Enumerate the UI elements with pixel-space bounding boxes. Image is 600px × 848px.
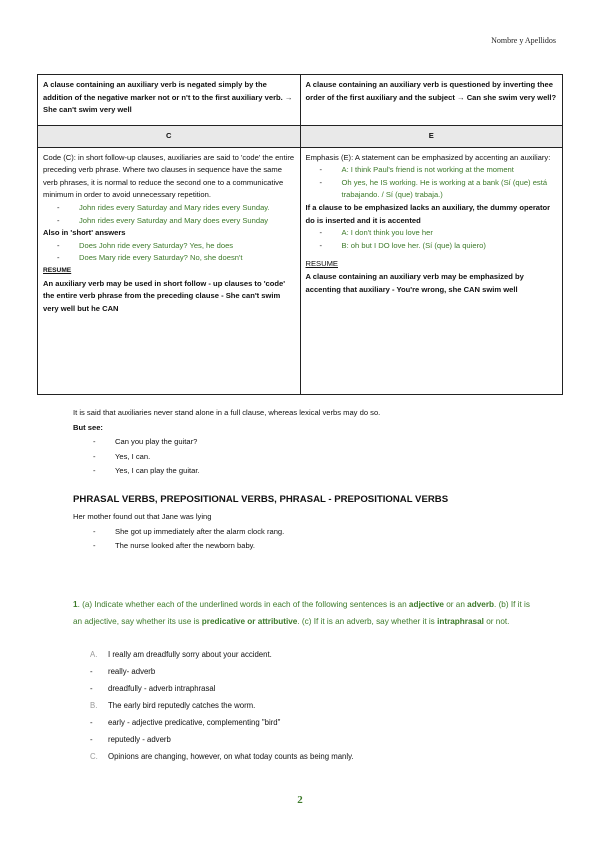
item-text: reputedly - adverb	[108, 735, 171, 744]
exercise-text: or an	[443, 600, 468, 609]
emphasis-heading: E	[300, 126, 563, 148]
exercise-number: 1	[73, 600, 78, 609]
item-text: dreadfully - adverb intraphrasal	[108, 684, 216, 693]
list-item	[90, 714, 530, 731]
list-item	[90, 680, 530, 697]
list-item: - B: oh but I DO love her. (Sí (que) la quiero)	[320, 240, 558, 253]
code-resume-text: An auxiliary verb may be used in short follow - up clauses to 'code' the entire verb phrase from the preceding clause - She can't swim very well but he CAN	[43, 278, 286, 313]
auxiliaries-statement: It is said that auxiliaries never stand alone in a full clause, whereas lexical verbs may do so.	[73, 408, 381, 417]
item-text: I really am dreadfully sorry about your accident.	[108, 650, 272, 659]
dummy-operator-text: If a clause to be emphasized lacks an auxiliary, the dummy operator do is inserted and it is accented	[305, 202, 551, 225]
emphasis-resume-label: RESUME	[305, 259, 338, 269]
header-name: Nombre y Apellidos	[491, 36, 556, 45]
question-cell	[300, 75, 563, 126]
list-item: - John rides every Saturday and Mary rides every Sunday.	[57, 202, 295, 215]
code-heading: C	[38, 126, 301, 148]
negation-text: A clause containing an auxiliary verb is negated simply by the addition of the negative marker not or n't to the first auxiliary verb. → She can't swim very well	[43, 80, 293, 115]
item-text: really- adverb	[108, 667, 156, 676]
item-marker: C.	[90, 752, 98, 761]
auxiliaries-examples	[73, 435, 543, 479]
but-see-label: But see:	[73, 422, 103, 432]
code-intro: Code (C): in short follow-up clauses, auxiliaries are said to 'code' the entire preceding verb phrase. Where two clauses in sequence have the same verb phrases, it is normal to reduce the second one to a communicative minimum in order to avoid unnecessary repetition.	[43, 152, 295, 200]
item-marker: B.	[90, 701, 98, 710]
short-answers-label: Also in 'short' answers	[43, 228, 126, 238]
list-item: - The nurse looked after the newborn baby.	[93, 539, 543, 554]
code-examples	[43, 202, 295, 227]
negation-cell	[38, 75, 301, 126]
list-item: - John rides every Saturday and Mary does every Sunday	[57, 215, 295, 228]
short-answer-examples	[43, 240, 295, 265]
list-item: - Oh yes, he IS working. He is working at a bank (Sí (que) está trabajando. / Sí (que) trabaja.)	[320, 177, 558, 202]
list-item: - Yes, I can.	[93, 450, 543, 465]
auxiliaries-section	[73, 406, 543, 479]
exercise-text: or not.	[483, 617, 510, 626]
list-item: - Does Mary ride every Saturday? No, she doesn't	[57, 252, 295, 265]
list-item: - She got up immediately after the alarm clock rang.	[93, 525, 543, 540]
item-marker: -	[90, 718, 93, 727]
item-text: Opinions are changing, however, on what today counts as being manly.	[108, 752, 354, 761]
grammar-table	[37, 74, 563, 395]
exercise-items	[90, 646, 530, 765]
list-item: - A: I think Paul's friend is not working at the moment	[320, 164, 558, 177]
list-item: - Can you play the guitar?	[93, 435, 543, 450]
item-text: early - adjective predicative, complementing "bird"	[108, 718, 281, 727]
exercise-instructions	[73, 596, 538, 630]
phrasal-verbs-title: PHRASAL VERBS, PREPOSITIONAL VERBS, PHRASAL - PREPOSITIONAL VERBS	[73, 494, 449, 505]
item-text: The early bird reputedly catches the worm.	[108, 701, 256, 710]
list-item	[90, 748, 530, 765]
emphasis-cell	[300, 147, 563, 394]
term-predicative: predicative or attributive	[201, 617, 298, 626]
item-marker: -	[90, 735, 93, 744]
dummy-examples	[306, 227, 558, 252]
term-intraphrasal: intraphrasal	[437, 617, 484, 626]
item-marker: -	[90, 667, 93, 676]
item-marker: A.	[90, 650, 98, 659]
list-item: - Yes, I can play the guitar.	[93, 464, 543, 479]
emphasis-resume-text: A clause containing an auxiliary verb may be emphasized by accenting that auxiliary - You're wrong, she CAN swim well	[305, 271, 524, 294]
term-adverb: adverb	[467, 600, 495, 609]
list-item: - A: I don't think you love her	[320, 227, 558, 240]
code-cell	[38, 147, 301, 394]
term-adjective: adjective	[408, 600, 444, 609]
exercise-text: . (a) Indicate whether each of the underlined words in each of the following sentences is an	[77, 600, 409, 609]
page-number: 2	[297, 794, 303, 806]
question-text: A clause containing an auxiliary verb is questioned by inverting thee order of the first auxiliary and the subject → Can she swim very well?	[305, 80, 557, 102]
list-item	[90, 731, 530, 748]
list-item	[90, 646, 530, 663]
list-item	[90, 663, 530, 680]
phrasal-intro: Her mother found out that Jane was lying	[73, 512, 212, 521]
exercise-text: . (b) If it is an adjective, say whether its use is	[73, 600, 530, 626]
phrasal-examples	[73, 525, 543, 554]
code-resume-label: RESUME	[43, 266, 72, 274]
item-marker: -	[90, 684, 93, 693]
emphasis-intro: Emphasis (E): A statement can be emphasized by accenting an auxiliary:	[305, 152, 551, 162]
emphasis-examples	[306, 164, 558, 202]
list-item: - Does John ride every Saturday? Yes, he does	[57, 240, 295, 253]
list-item	[90, 697, 530, 714]
exercise-text: . (c) If it is an adverb, say whether it is	[297, 617, 438, 626]
phrasal-section	[73, 510, 543, 554]
